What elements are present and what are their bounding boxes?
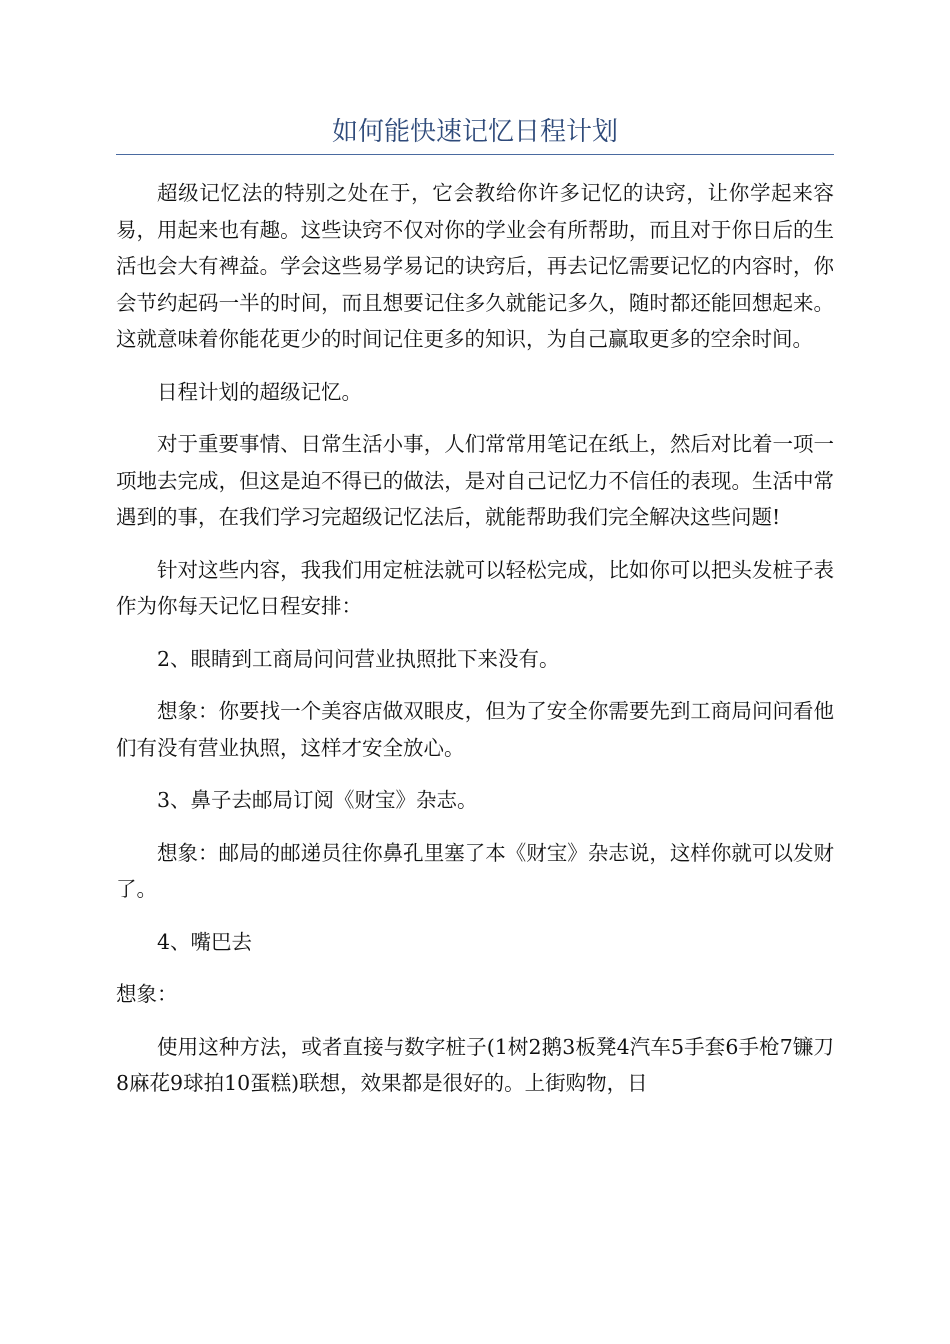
paragraph-intro: 超级记忆法的特别之处在于，它会教给你许多记忆的诀窍，让你学起来容易，用起来也有趣。这些诀窍不仅对你的学业会有所帮助，而且对于你日后的生活也会大有裨益。学会这些易学易记的诀窍后，再去记忆需要记忆的内容时，你会节约起码一半的时间，而且想要记住多久就能记多久，随时都还能回想起来。这就意味着你能花更少的时间记住更多的知识，为自己赢取更多的空余时间。 (116, 181, 834, 351)
paragraph-item-3: 3、鼻子去邮局订阅《财宝》杂志。 (157, 788, 478, 812)
document-body (116, 175, 834, 1118)
title-underline (116, 154, 834, 155)
paragraph-imagine-4: 想象： (116, 982, 178, 1006)
paragraph-imagine-3: 想象：邮局的邮递员往你鼻孔里塞了本《财宝》杂志说，这样你就可以发财了。 (116, 840, 834, 901)
paragraph-usage: 使用这种方法，或者直接与数字桩子(1树2鹅3板凳4汽车5手套6手枪7镰刀8麻花9球拍10蛋糕)联想，效果都是很好的。上街购物，日 (116, 1034, 834, 1095)
paragraph-imagine-2: 想象：你要找一个美容店做双眼皮，但为了安全你需要先到工商局问问看他们有没有营业执照，这样才安全放心。 (116, 699, 834, 760)
paragraph-peg-method: 针对这些内容，我我们用定桩法就可以轻松完成，比如你可以把头发桩子表作为你每天记忆日程安排： (116, 557, 834, 618)
paragraph-item-2: 2、眼睛到工商局问问营业执照批下来没有。 (157, 646, 560, 671)
paragraph-item-4: 4、嘴巴去 (157, 929, 253, 954)
paragraph-daily-matters: 对于重要事情、日常生活小事，人们常常用笔记在纸上，然后对比着一项一项地去完成，但这是迫不得已的做法，是对自己记忆力不信任的表现。生活中常遇到的事，在我们学习完超级记忆法后，就能帮助我们完全解决这些问题! (116, 432, 834, 529)
document-title: 如何能快速记忆日程计划 (331, 117, 618, 147)
paragraph-section-heading: 日程计划的超级记忆。 (157, 379, 362, 404)
